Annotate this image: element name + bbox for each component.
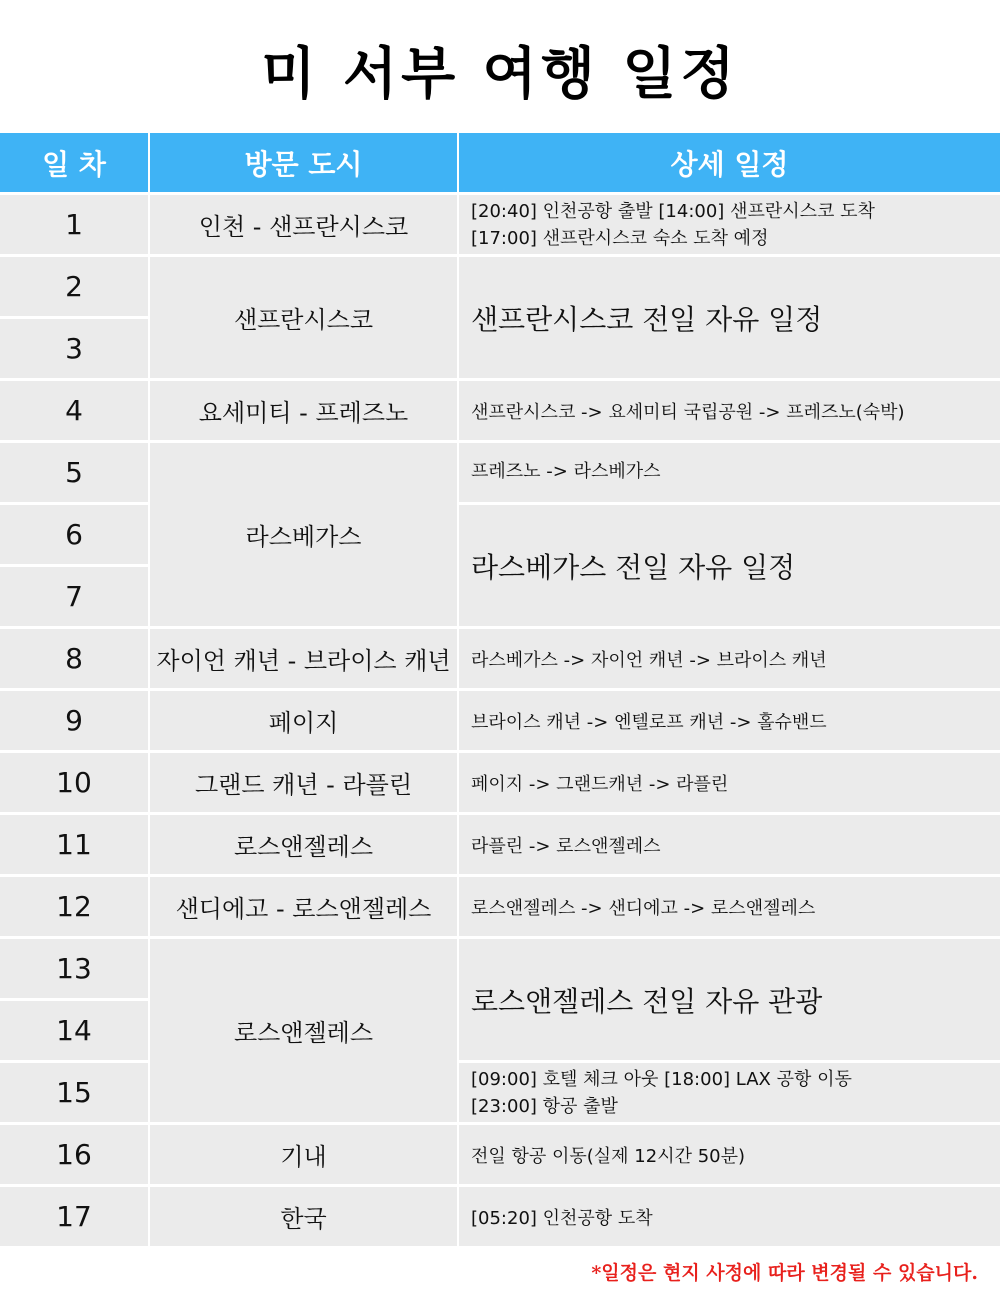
city-cell: 그랜드 캐년 - 라플린 — [150, 753, 457, 812]
detail-line: [17:00] 샌프란시스코 숙소 도착 예정 — [471, 227, 769, 249]
detail-cell — [459, 195, 1000, 254]
page-title: 미 서부 여행 일정 — [261, 42, 739, 107]
city-cell: 인천 - 샌프란시스코 — [150, 195, 457, 254]
city-cell: 로스앤젤레스 — [150, 815, 457, 874]
day-cell: 5 — [0, 443, 148, 502]
detail-cell: 브라이스 캐년 -> 엔텔로프 캐년 -> 홀슈밴드 — [459, 691, 1000, 750]
city-cell: 기내 — [150, 1125, 457, 1184]
day-cell: 3 — [0, 319, 148, 378]
day-cell: 13 — [0, 939, 148, 998]
city-cell: 요세미티 - 프레즈노 — [150, 381, 457, 440]
disclaimer-note: *일정은 현지 사정에 따라 변경될 수 있습니다. — [591, 1262, 978, 1284]
day-cell: 14 — [0, 1001, 148, 1060]
header-day: 일 차 — [0, 133, 148, 192]
day-cell: 7 — [0, 567, 148, 626]
day-cell: 15 — [0, 1063, 148, 1122]
detail-cell: 페이지 -> 그랜드캐년 -> 라플린 — [459, 753, 1000, 812]
day-cell: 17 — [0, 1187, 148, 1246]
detail-cell: 라스베가스 -> 자이언 캐년 -> 브라이스 캐년 — [459, 629, 1000, 688]
header-city: 방문 도시 — [150, 133, 457, 192]
detail-cell — [459, 1063, 1000, 1122]
city-cell: 자이언 캐년 - 브라이스 캐년 — [150, 629, 457, 688]
itinerary-table — [0, 133, 1000, 1246]
city-cell: 페이지 — [150, 691, 457, 750]
detail-line: [09:00] 호텔 체크 아웃 [18:00] LAX 공항 이동 — [471, 1068, 852, 1090]
detail-cell: 라플린 -> 로스앤젤레스 — [459, 815, 1000, 874]
day-cell: 2 — [0, 257, 148, 316]
detail-cell: 전일 항공 이동(실제 12시간 50분) — [459, 1125, 1000, 1184]
city-cell: 샌프란시스코 — [150, 257, 457, 378]
detail-cell: 로스앤젤레스 -> 샌디에고 -> 로스앤젤레스 — [459, 877, 1000, 936]
detail-cell: 로스앤젤레스 전일 자유 관광 — [459, 939, 1000, 1060]
day-cell: 1 — [0, 195, 148, 254]
day-cell: 10 — [0, 753, 148, 812]
day-cell: 11 — [0, 815, 148, 874]
detail-cell: 라스베가스 전일 자유 일정 — [459, 505, 1000, 626]
day-cell: 16 — [0, 1125, 148, 1184]
day-cell: 12 — [0, 877, 148, 936]
day-cell: 6 — [0, 505, 148, 564]
detail-cell: 프레즈노 -> 라스베가스 — [459, 443, 1000, 502]
header-detail: 상세 일정 — [459, 133, 1000, 192]
detail-line: [20:40] 인천공항 출발 [14:00] 샌프란시스코 도착 — [471, 200, 875, 222]
day-cell: 8 — [0, 629, 148, 688]
day-cell: 9 — [0, 691, 148, 750]
detail-cell: [05:20] 인천공항 도착 — [459, 1187, 1000, 1246]
detail-cell: 샌프란시스코 전일 자유 일정 — [459, 257, 1000, 378]
city-cell: 로스앤젤레스 — [150, 939, 457, 1122]
city-cell: 샌디에고 - 로스앤젤레스 — [150, 877, 457, 936]
detail-cell: 샌프란시스코 -> 요세미티 국립공원 -> 프레즈노(숙박) — [459, 381, 1000, 440]
city-cell: 라스베가스 — [150, 443, 457, 626]
city-cell: 한국 — [150, 1187, 457, 1246]
detail-line: [23:00] 항공 출발 — [471, 1095, 618, 1117]
day-cell: 4 — [0, 381, 148, 440]
